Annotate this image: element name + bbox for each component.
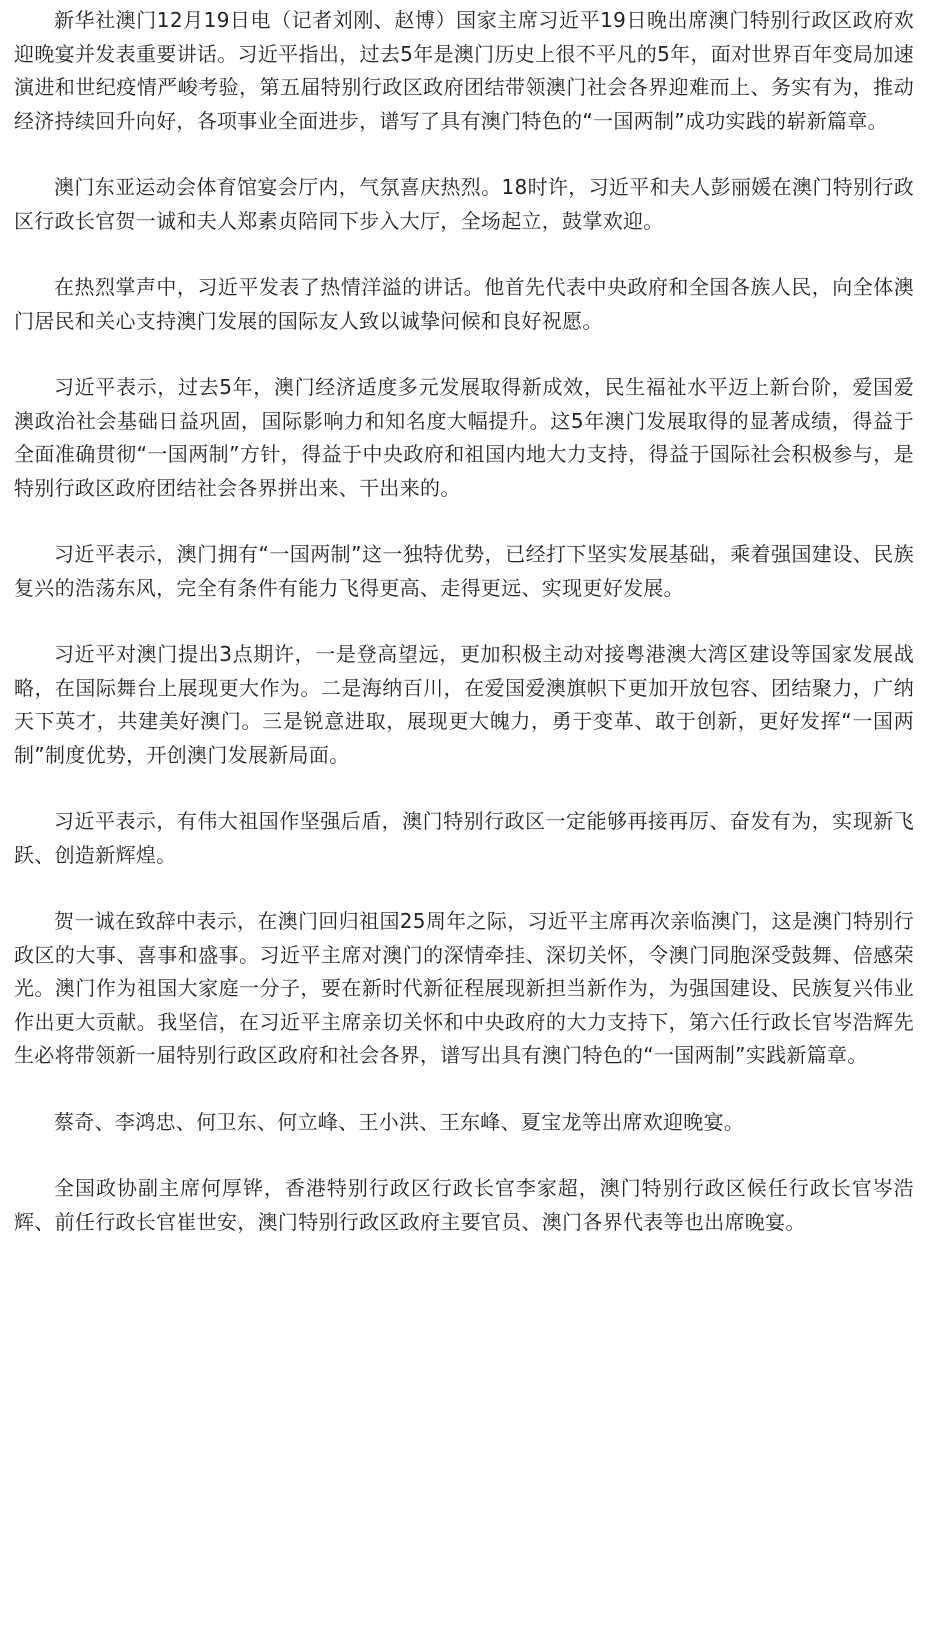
article-paragraph: 新华社澳门12月19日电（记者刘刚、赵博）国家主席习近平19日晚出席澳门特别行政区政府欢迎晚宴并发表重要讲话。习近平指出，过去5年是澳门历史上很不平凡的5年，面对世界百年变局加速演进和世纪疫情严峻考验，第五届特别行政区政府团结带领澳门社会各界迎难而上、务实有为，推动经济持续回升向好，各项事业全面进步，谱写了具有澳门特色的“一国两制”成功实践的崭新篇章。 — [14, 8, 914, 133]
article-paragraph: 习近平表示，澳门拥有“一国两制”这一独特优势，已经打下坚实发展基础，乘着强国建设、民族复兴的浩荡东风，完全有条件有能力飞得更高、走得更远、实现更好发展。 — [14, 542, 914, 600]
article-paragraph: 全国政协副主席何厚铧，香港特别行政区行政长官李家超，澳门特别行政区候任行政长官岑浩辉、前任行政长官崔世安，澳门特别行政区政府主要官员、澳门各界代表等也出席晚宴。 — [14, 1176, 914, 1234]
article-paragraph: 在热烈掌声中，习近平发表了热情洋溢的讲话。他首先代表中央政府和全国各族人民，向全体澳门居民和关心支持澳门发展的国际友人致以诚挚问候和良好祝愿。 — [14, 275, 914, 333]
article-paragraph: 澳门东亚运动会体育馆宴会厅内，气氛喜庆热烈。18时许，习近平和夫人彭丽媛在澳门特别行政区行政长官贺一诚和夫人郑素贞陪同下步入大厅，全场起立，鼓掌欢迎。 — [14, 175, 914, 233]
article-paragraph: 习近平表示，有伟大祖国作坚强后盾，澳门特别行政区一定能够再接再厉、奋发有为，实现新飞跃、创造新辉煌。 — [14, 809, 914, 867]
article-paragraph: 习近平对澳门提出3点期许，一是登高望远，更加积极主动对接粤港澳大湾区建设等国家发展战略，在国际舞台上展现更大作为。二是海纳百川，在爱国爱澳旗帜下更加开放包容、团结聚力，广纳天下英才，共建美好澳门。三是锐意进取，展现更大魄力，勇于变革、敢于创新，更好发挥“一国两制”制度优势，开创澳门发展新局面。 — [14, 642, 914, 767]
article-paragraph: 习近平表示，过去5年，澳门经济适度多元发展取得新成效，民生福祉水平迈上新台阶，爱国爱澳政治社会基础日益巩固，国际影响力和知名度大幅提升。这5年澳门发展取得的显著成绩，得益于全面准确贯彻“一国两制”方针，得益于中央政府和祖国内地大力支持，得益于国际社会积极参与，是特别行政区政府团结社会各界拼出来、干出来的。 — [14, 375, 914, 500]
article-paragraph: 贺一诚在致辞中表示，在澳门回归祖国25周年之际，习近平主席再次亲临澳门，这是澳门特别行政区的大事、喜事和盛事。习近平主席对澳门的深情牵挂、深切关怀，令澳门同胞深受鼓舞、倍感荣光。澳门作为祖国大家庭一分子，要在新时代新征程展现新担当新作为，为强国建设、民族复兴伟业作出更大贡献。我坚信，在习近平主席亲切关怀和中央政府的大力支持下，第六任行政长官岑浩辉先生必将带领新一届特别行政区政府和社会各界，谱写出具有澳门特色的“一国两制”实践新篇章。 — [14, 909, 914, 1067]
article-paragraph: 蔡奇、李鸿忠、何卫东、何立峰、王小洪、王东峰、夏宝龙等出席欢迎晚宴。 — [54, 1109, 745, 1134]
